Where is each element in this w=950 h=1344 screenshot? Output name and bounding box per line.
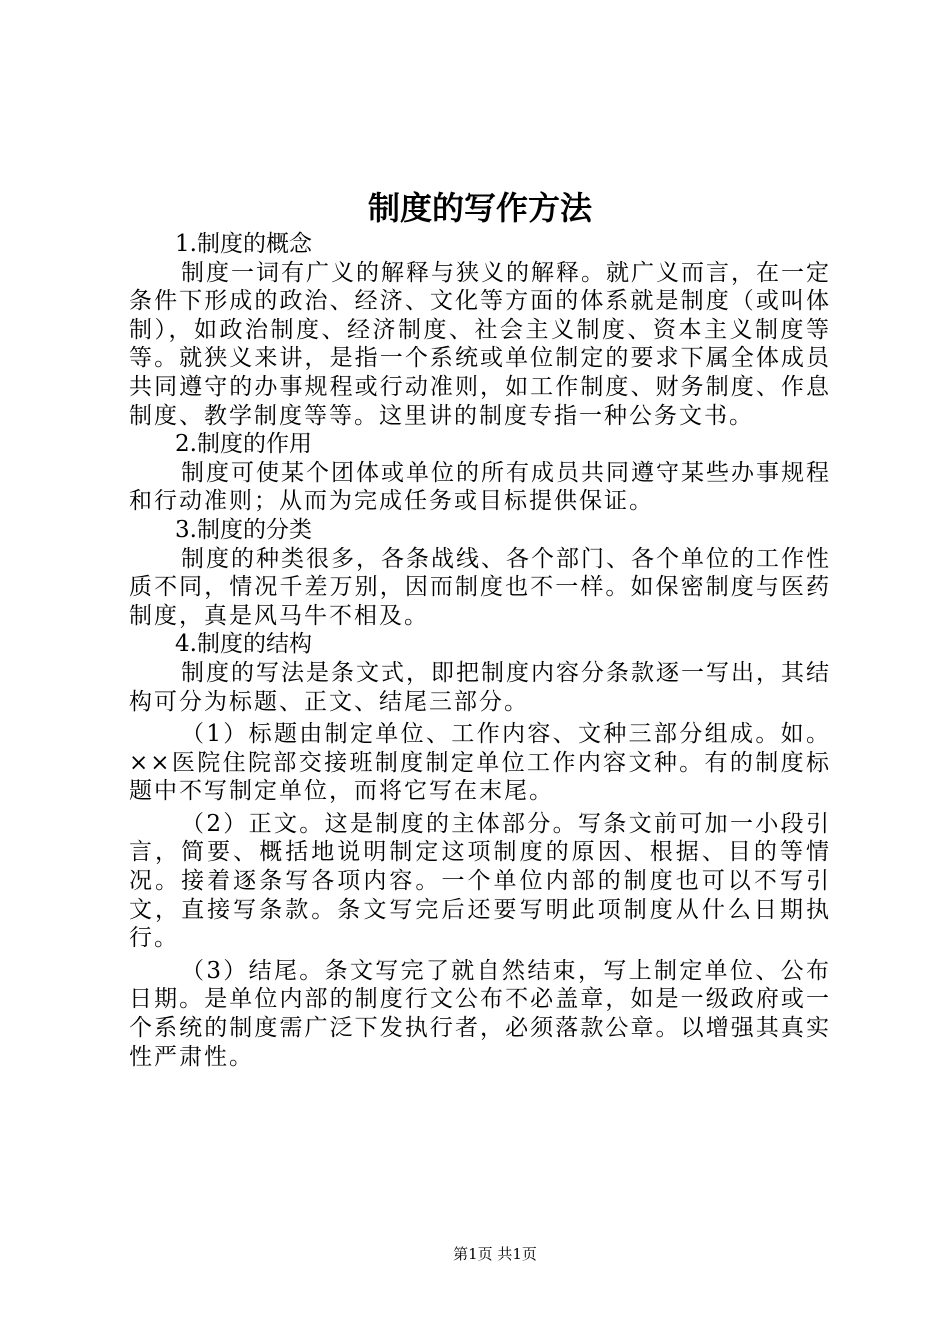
- document-body: [129, 230, 831, 1071]
- section-paragraph-concept: 制度一词有广义的解释与狭义的解释。就广义而言，在一定条件下形成的政治、经济、文化等方面的体系就是制度（或叫体制），如政治制度、经济制度、社会主义制度、资本主义制度等等。就狭义来讲，是指一个系统或单位制定的要求下属全体成员共同遵守的办事规程或行动准则，如工作制度、财务制度、作息制度、教学制度等等。这里讲的制度专指一种公务文书。: [129, 259, 831, 429]
- section-heading-classification: 3.制度的分类: [175, 516, 312, 543]
- section-paragraph-function: 制度可使某个团体或单位的所有成员共同遵守某些办事规程和行动准则；从而为完成任务或目标提供保证。: [129, 459, 831, 515]
- section-heading-concept: 1.制度的概念: [175, 231, 312, 257]
- section-heading-function: 2.制度的作用: [175, 431, 312, 458]
- section-paragraph-structure: 制度的写法是条文式，即把制度内容分条款逐一写出，其结构可分为标题、正文、结尾三部分。: [129, 659, 831, 715]
- page-footer: 第1页 共1页: [453, 1245, 537, 1263]
- structure-item-title: （1）标题由制定单位、工作内容、文种三部分组成。如。××医院住院部交接班制度制定单位工作内容文种。有的制度标题中不写制定单位，而将它写在末尾。: [129, 721, 831, 805]
- structure-item-body: （2）正文。这是制度的主体部分。写条文前可加一小段引言，简要、概括地说明制定这项制度的原因、根据、目的等情况。接着逐条写各项内容。一个单位内部的制度也可以不写引文，直接写条款。条文写完后还要写明此项制度从什么日期执行。: [129, 810, 831, 952]
- section-heading-structure: 4.制度的结构: [175, 631, 312, 658]
- section-paragraph-classification: 制度的种类很多，各条战线、各个部门、各个单位的工作性质不同，情况千差万别，因而制度也不一样。如保密制度与医药制度，真是风马牛不相及。: [129, 545, 831, 629]
- document-title: 制度的写作方法: [367, 189, 592, 227]
- structure-item-ending: （3）结尾。条文写完了就自然结束，写上制定单位、公布日期。是单位内部的制度行文公布不必盖章，如是一级政府或一个系统的制度需广泛下发执行者，必须落款公章。以增强其真实性严肃性。: [129, 957, 831, 1070]
